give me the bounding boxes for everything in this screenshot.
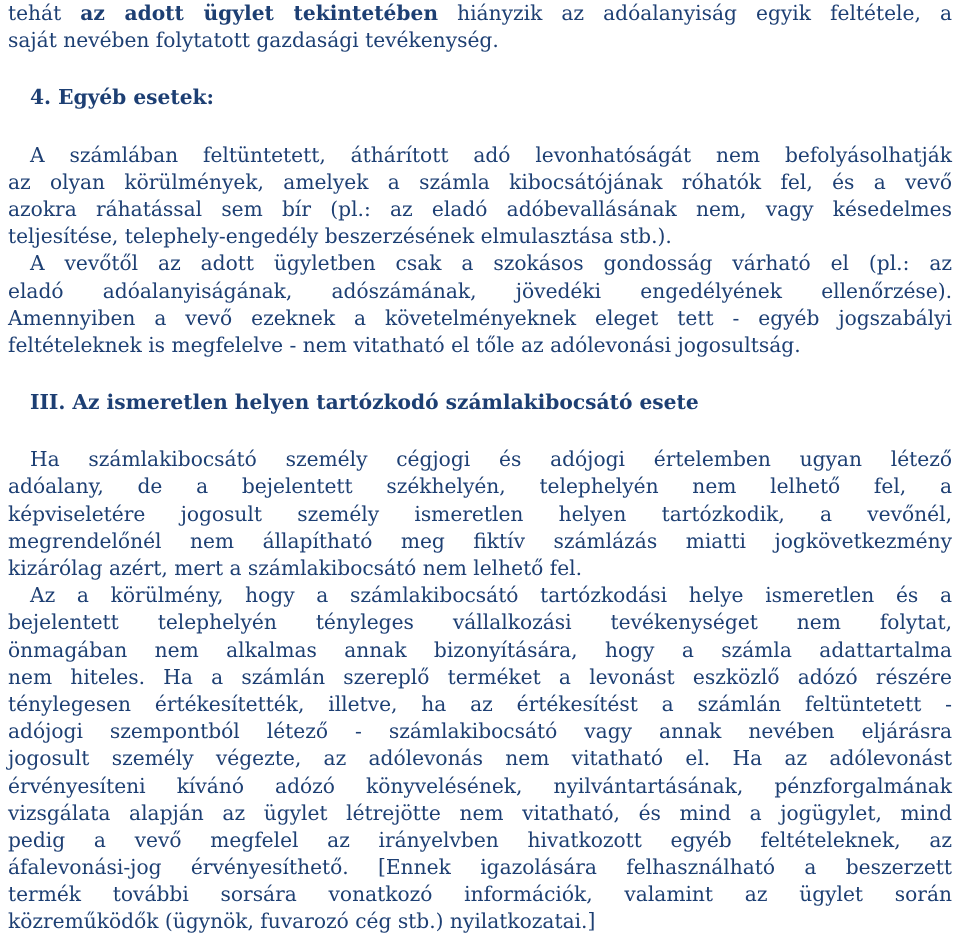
paragraph-line: nem hiteles. Ha a számlán szereplő terméket a levonást eszközlő adózó részére [8,664,952,689]
spacer [8,112,952,142]
spacer [8,54,952,84]
paragraph-line: termék további sorsára vonatkozó információk, valamint az ügylet során [8,882,952,907]
paragraph-line: vizsgálata alapján az ügylet létrejötte nem vitatható, és mind a jogügylet, mind [8,800,952,825]
paragraph-line: megrendelőnél nem állapítható meg fiktív számlázás miatti jogkövetkezmény [8,528,952,553]
paragraph-line: képviseletére jogosult személy ismeretlen helyen tartózkodik, a vevőnél, [8,501,952,526]
paragraph-line: bejelentett telephelyén tényleges vállalkozási tevékenységet nem folytat, [8,610,952,635]
paragraph-line: A vevőtől az adott ügyletben csak a szokásos gondosság várható el (pl.: az [30,251,952,276]
intro-line-2: saját nevében folytatott gazdasági tevékenység. [8,28,499,53]
paragraph-line: feltételeknek is megfelelve - nem vitatható el tőle az adólevonási jogosultság. [8,332,801,357]
paragraph-line: önmagában nem alkalmas annak bizonyítására, hogy a számla adattartalma [8,637,952,662]
intro-text: hiányzik az adóalanyiság egyik feltétele, a [438,1,952,25]
paragraph-line: eladó adóalanyiságának, adószámának, jövedéki engedélyének ellenőrzése). [8,278,952,303]
paragraph-line: Amennyiben a vevő ezeknek a követelményeknek eleget tett - egyéb jogszabályi [8,305,952,330]
paragraph-line: adóalany, de a bejelentett székhelyén, telephelyén nem lelhető fel, a [8,474,952,499]
section-heading-iii: III. Az ismeretlen helyen tartózkodó számlakibocsátó esete [30,390,699,415]
paragraph-line: kizárólag azért, mert a számlakibocsátó nem lelhető fel. [8,556,583,580]
intro-bold-text: az adott ügylet tekintetében [80,1,439,25]
spacer [8,416,952,446]
paragraph-line: A számlában feltüntetett, áthárított adó levonhatóságát nem befolyásolhatják [30,142,952,167]
paragraph-line: azokra ráhatással sem bír (pl.: az eladó adóbevallásának nem, vagy késedelmes [8,196,952,221]
intro-line-1 [8,0,952,27]
paragraph-line: az olyan körülmények, amelyek a számla kibocsátójának róhatók fel, és a vevő [8,169,952,194]
document-page [8,0,952,936]
paragraph-line: teljesítése, telephely-engedély beszerzésének elmulasztása stb.). [8,224,672,249]
paragraph-line: Az a körülmény, hogy a számlakibocsátó tartózkodási helye ismeretlen és a [30,583,952,608]
paragraph-line: ténylegesen értékesítették, illetve, ha az értékesítést a számlán feltüntetett - [8,691,952,716]
intro-text: tehát [8,1,81,25]
paragraph-line: adójogi szempontból létező - számlakibocsátó vagy annak nevében eljárásra [8,719,952,744]
paragraph-line: érvényesíteni kívánó adózó könyvelésének, nyilvántartásának, pénzforgalmának [8,773,952,798]
spacer [8,359,952,389]
paragraph-line: közreműködők (ügynök, fuvarozó cég stb.) nyilatkozatai.] [8,909,596,934]
paragraph-line: Ha számlakibocsátó személy cégjogi és adójogi értelemben ugyan létező [30,447,952,472]
paragraph-line: pedig a vevő megfelel az irányelvben hivatkozott egyéb feltételeknek, az [8,827,952,852]
paragraph-line: jogosult személy végezte, az adólevonás nem vitatható el. Ha az adólevonást [8,746,952,771]
paragraph-line: áfalevonási-jog érvényesíthető. [Ennek igazolására felhasználható a beszerzett [8,855,952,880]
section-heading-4: 4. Egyéb esetek: [30,85,214,110]
